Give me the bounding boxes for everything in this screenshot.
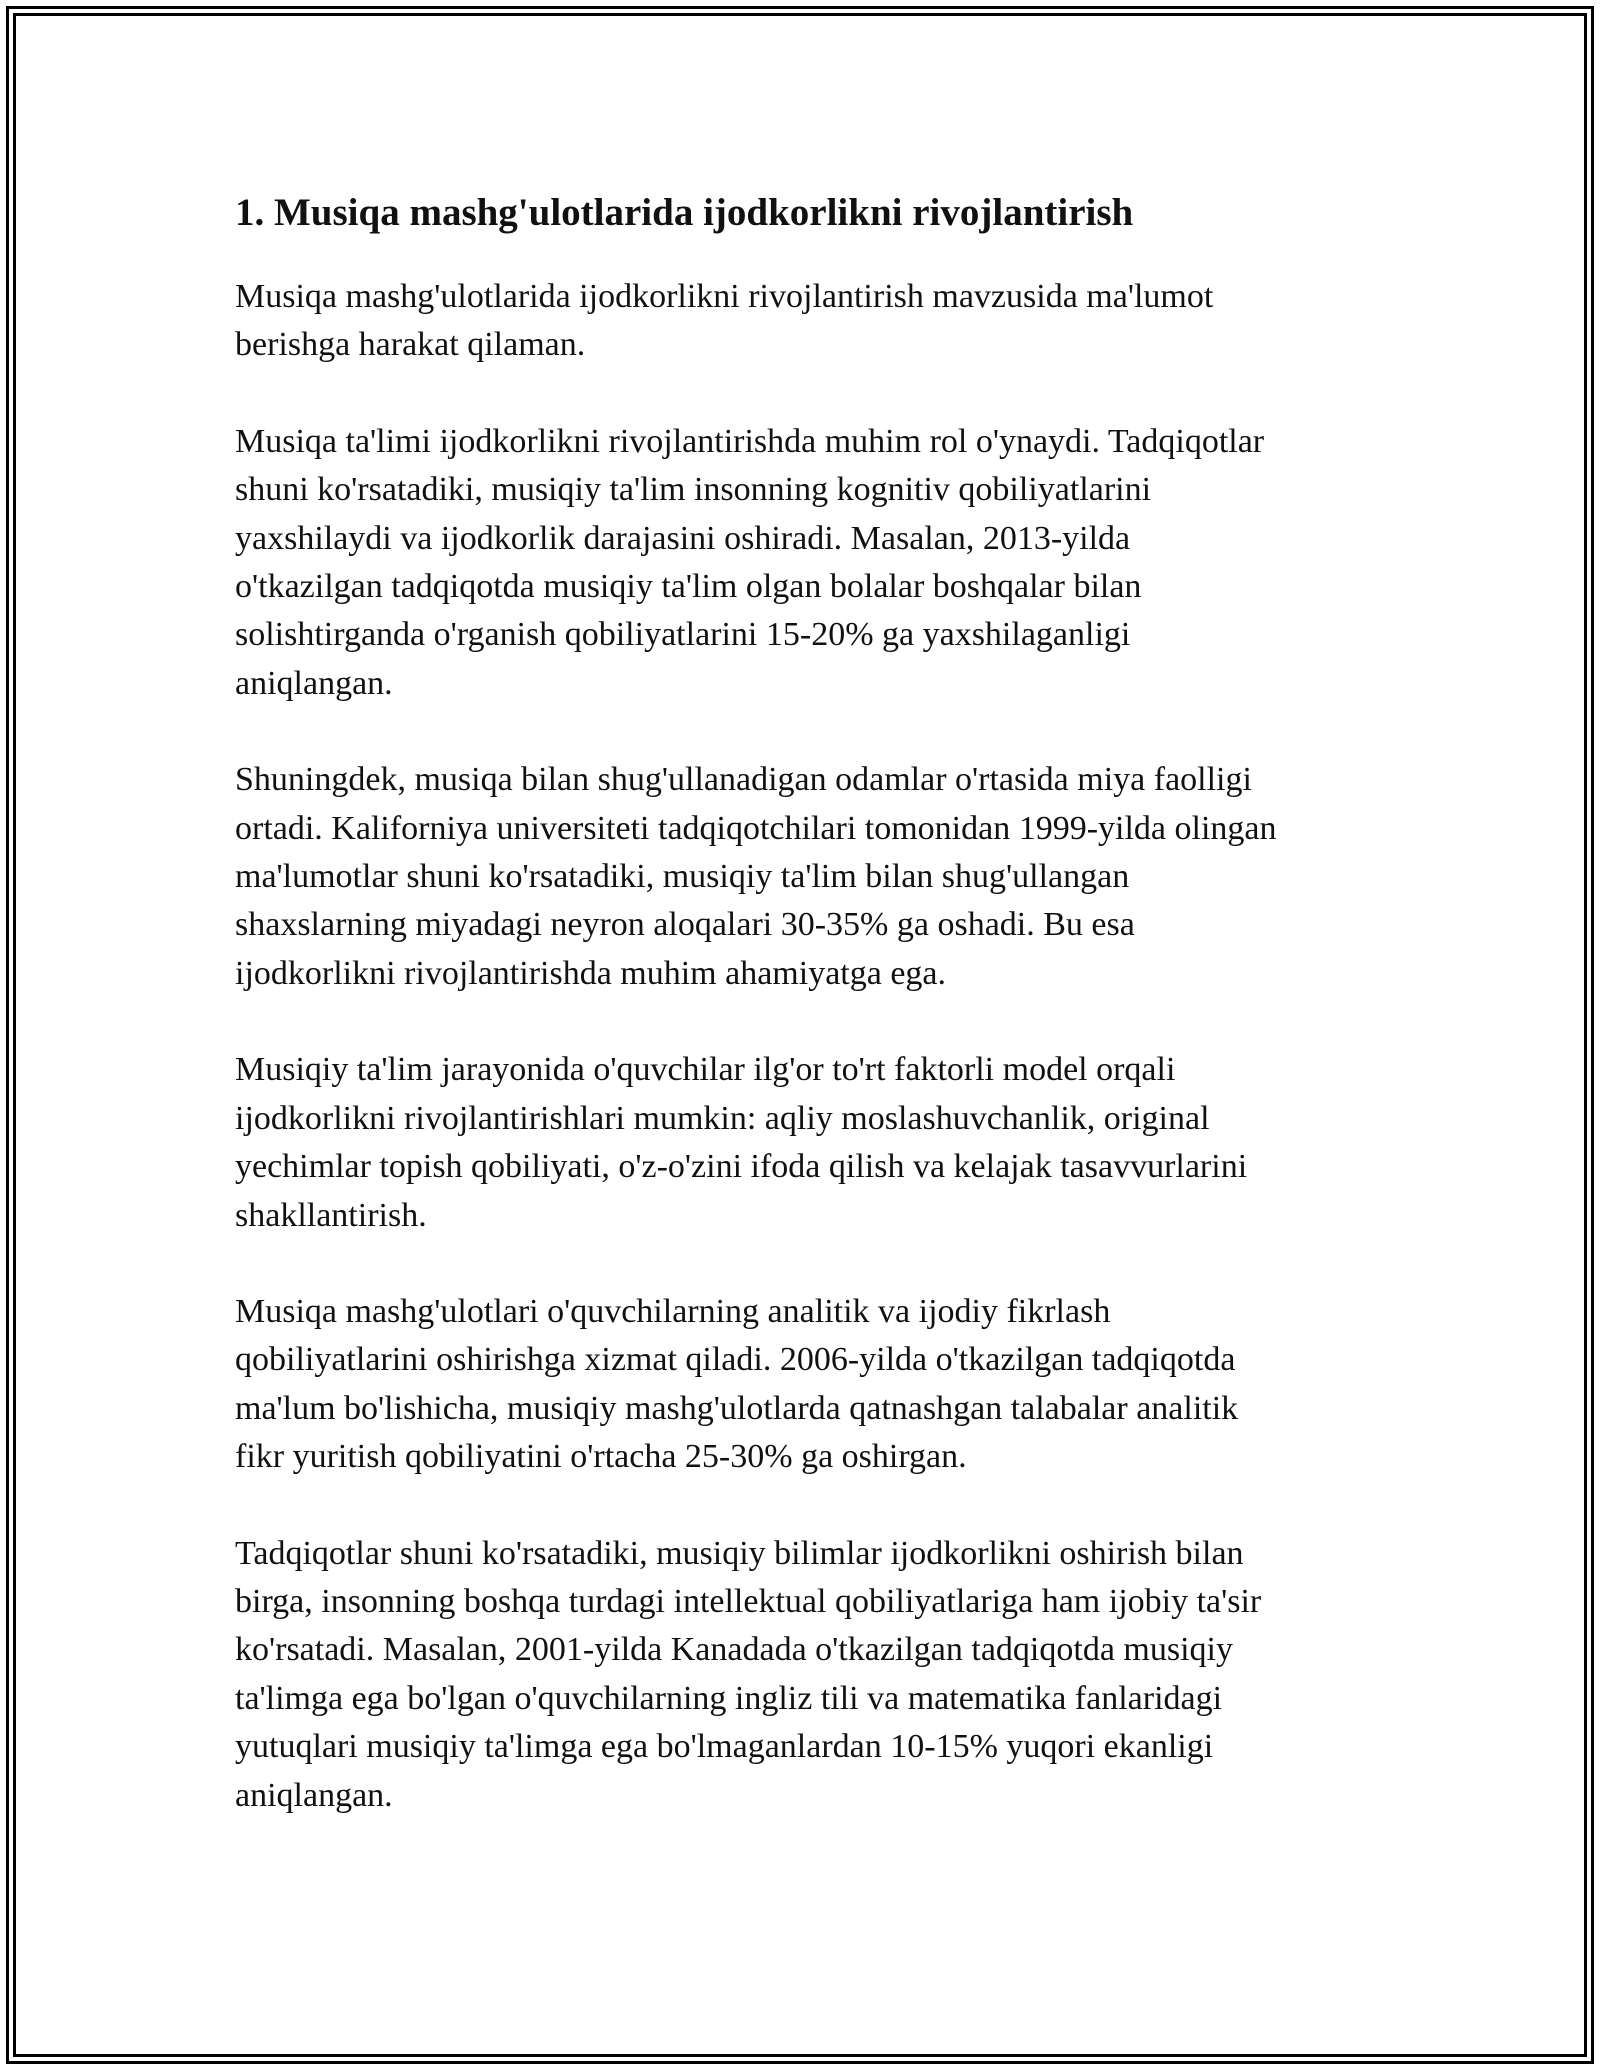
paragraph-line: Shuningdek, musiqa bilan shug'ullanadigan odamlar o'rtasida miya faolligi (235, 761, 1252, 799)
paragraph-line: ma'lumotlar shuni ko'rsatadiki, musiqiy ta'lim bilan shug'ullangan (235, 858, 1130, 896)
paragraph-line: ta'limga ega bo'lgan o'quvchilarning ingliz tili va matematika fanlaridagi (235, 1679, 1223, 1717)
section-heading: 1. Musiqa mashg'ulotlarida ijodkorlikni rivojlantirish (235, 191, 1134, 234)
paragraph-line: ijodkorlikni rivojlantirishlari mumkin: aqliy moslashuvchanlik, original (235, 1099, 1210, 1137)
paragraph-line: shuni ko'rsatadiki, musiqiy ta'lim insonning kognitiv qobiliyatlarini (235, 471, 1152, 509)
paragraph-line: shakllantirish. (235, 1196, 427, 1234)
paragraph-line: solishtirganda o'rganish qobiliyatlarini 15-20% ga yaxshilaganligi (235, 616, 1131, 654)
paragraph-3 (235, 756, 1365, 998)
paragraph-line: aniqlangan. (235, 664, 393, 702)
paragraph-line: Musiqa mashg'ulotlari o'quvchilarning analitik va ijodiy fikrlash (235, 1292, 1111, 1330)
paragraph-line: yaxshilaydi va ijodkorlik darajasini oshiradi. Masalan, 2013-yilda (235, 519, 1131, 557)
paragraph-line: shaxslarning miyadagi neyron aloqalari 30-35% ga oshadi. Bu esa (235, 906, 1135, 944)
document-body (235, 183, 1365, 1868)
paragraph-line: ko'rsatadi. Masalan, 2001-yilda Kanadada o'tkazilgan tadqiqotda musiqiy (235, 1631, 1233, 1669)
paragraph-4 (235, 1046, 1365, 1240)
paragraph-line: Musiqa ta'limi ijodkorlikni rivojlantirishda muhim rol o'ynaydi. Tadqiqotlar (235, 422, 1265, 460)
paragraph-1 (235, 273, 1365, 370)
paragraph-line: Musiqiy ta'lim jarayonida o'quvchilar ilg'or to'rt faktorli model orqali (235, 1051, 1176, 1089)
paragraph-line: berishga harakat qilaman. (235, 326, 586, 364)
paragraph-line: yutuqlari musiqiy ta'limga ega bo'lmaganlardan 10-15% yuqori ekanligi (235, 1728, 1214, 1766)
paragraph-5 (235, 1288, 1365, 1482)
paragraph-line: birga, insonning boshqa turdagi intellektual qobiliyatlariga ham ijobiy ta'sir (235, 1582, 1262, 1620)
paragraph-line: qobiliyatlarini oshirishga xizmat qiladi. 2006-yilda o'tkazilgan tadqiqotda (235, 1341, 1236, 1379)
paragraph-line: aniqlangan. (235, 1776, 393, 1814)
paragraph-line: o'tkazilgan tadqiqotda musiqiy ta'lim olgan bolalar boshqalar bilan (235, 568, 1142, 606)
paragraph-line: ortadi. Kaliforniya universiteti tadqiqotchilari tomonidan 1999-yilda olingan (235, 809, 1277, 847)
paragraph-line: yechimlar topish qobiliyati, o'z-o'zini ifoda qilish va kelajak tasavvurlarini (235, 1148, 1248, 1186)
paragraph-line: fikr yuritish qobiliyatini o'rtacha 25-30% ga oshirgan. (235, 1438, 967, 1476)
paragraph-2 (235, 418, 1365, 708)
paragraph-line: Musiqa mashg'ulotlarida ijodkorlikni rivojlantirish mavzusida ma'lumot (235, 278, 1214, 315)
paragraph-line: Tadqiqotlar shuni ko'rsatadiki, musiqiy bilimlar ijodkorlikni oshirish bilan (235, 1534, 1244, 1572)
paragraph-line: ijodkorlikni rivojlantirishda muhim ahamiyatga ega. (235, 954, 947, 992)
paragraph-line: ma'lum bo'lishicha, musiqiy mashg'ulotlarda qatnashgan talabalar analitik (235, 1389, 1239, 1427)
paragraph-6 (235, 1530, 1365, 1820)
